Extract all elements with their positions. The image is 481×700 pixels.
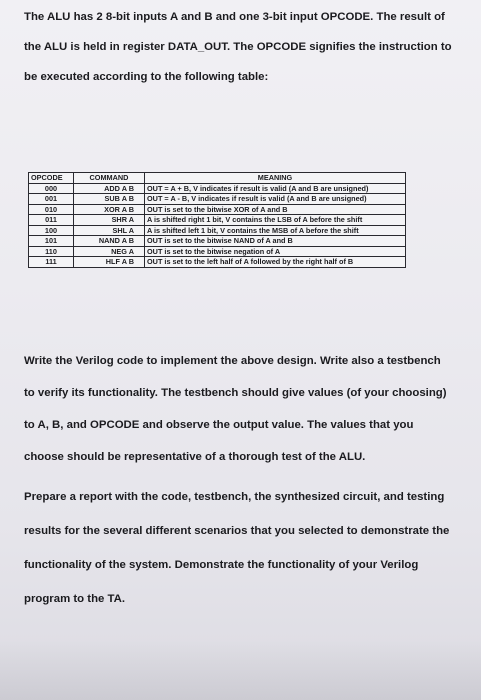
cell-command: XOR A B xyxy=(74,204,145,215)
cell-opcode: 100 xyxy=(29,225,74,236)
cell-opcode: 101 xyxy=(29,236,74,247)
cell-opcode: 110 xyxy=(29,246,74,257)
cell-opcode: 111 xyxy=(29,257,74,268)
cell-meaning: OUT is set to the left half of A followed by the right half of B xyxy=(145,257,406,268)
table-row xyxy=(29,194,406,205)
cell-command: HLF A B xyxy=(74,257,145,268)
cell-opcode: 001 xyxy=(29,194,74,205)
header-command: COMMAND xyxy=(74,173,145,184)
table-row xyxy=(29,183,406,194)
table-header-row xyxy=(29,173,406,184)
table-row xyxy=(29,225,406,236)
table-row xyxy=(29,246,406,257)
cell-meaning: OUT = A + B, V indicates if result is valid (A and B are unsigned) xyxy=(145,183,406,194)
table-row xyxy=(29,215,406,226)
cell-command: NEG A xyxy=(74,246,145,257)
cell-command: SHL A xyxy=(74,225,145,236)
table-row xyxy=(29,257,406,268)
opcode-table xyxy=(28,172,406,268)
intro-paragraph: The ALU has 2 8-bit inputs A and B and one 3-bit input OPCODE. The result of the ALU is held in register DATA_OUT. The OPCODE signifies the instruction to be executed according to the following table: xyxy=(24,11,452,83)
cell-meaning: A is shifted right 1 bit, V contains the LSB of A before the shift xyxy=(145,215,406,226)
header-meaning: MEANING xyxy=(145,173,406,184)
cell-opcode: 011 xyxy=(29,215,74,226)
cell-opcode: 010 xyxy=(29,204,74,215)
page-shadow xyxy=(0,640,481,700)
cell-meaning: OUT is set to the bitwise XOR of A and B xyxy=(145,204,406,215)
table-row xyxy=(29,236,406,247)
cell-command: SHR A xyxy=(74,215,145,226)
cell-command: NAND A B xyxy=(74,236,145,247)
report-paragraph: Prepare a report with the code, testbench, the synthesized circuit, and testing results for the several different scenarios that you selected to demonstrate the functionality of the system. Demonstrate the functionality of your Verilog program to the TA. xyxy=(24,491,450,605)
header-opcode: OPCODE xyxy=(29,173,74,184)
cell-meaning: OUT is set to the bitwise negation of A xyxy=(145,246,406,257)
cell-command: ADD A B xyxy=(74,183,145,194)
cell-meaning: A is shifted left 1 bit, V contains the MSB of A before the shift xyxy=(145,225,406,236)
cell-meaning: OUT is set to the bitwise NAND of A and B xyxy=(145,236,406,247)
instructions-paragraph: Write the Verilog code to implement the above design. Write also a testbench to verify its functionality. The testbench should give values (of your choosing) to A, B, and OPCODE and observe the output value. The values that you choose should be representative of a thorough test of the ALU. xyxy=(24,355,447,463)
cell-meaning: OUT = A - B, V indicates if result is valid (A and B are unsigned) xyxy=(145,194,406,205)
cell-opcode: 000 xyxy=(29,183,74,194)
cell-command: SUB A B xyxy=(74,194,145,205)
table-row xyxy=(29,204,406,215)
